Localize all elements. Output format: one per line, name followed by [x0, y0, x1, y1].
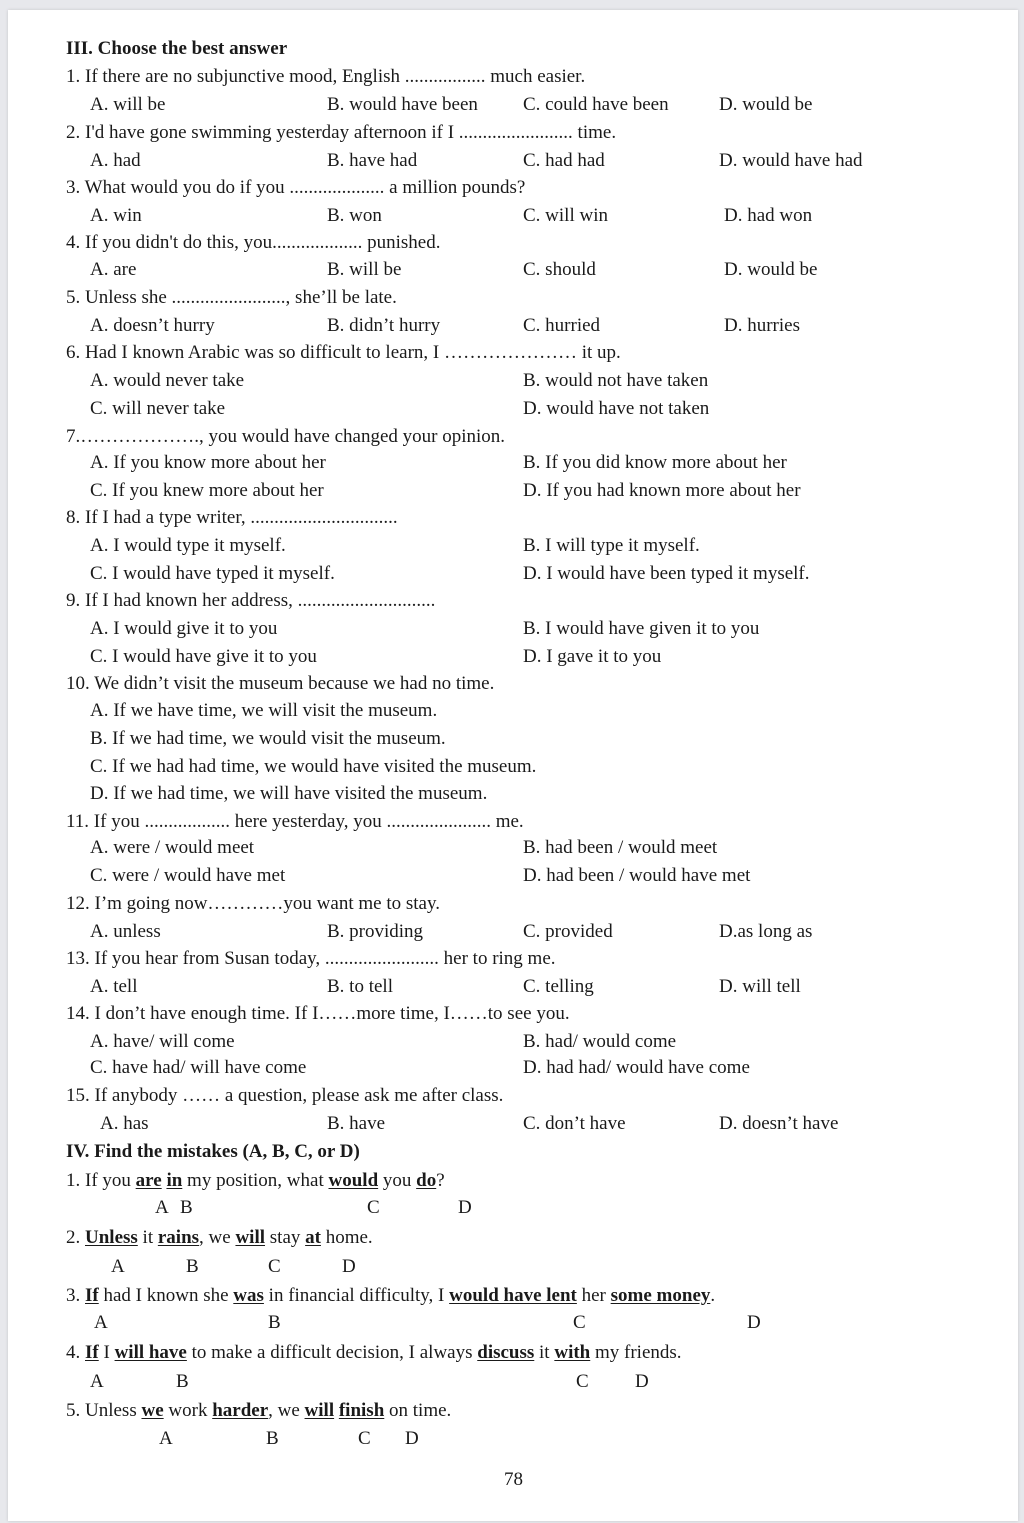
- label-a: A: [90, 1371, 104, 1392]
- option: B. would not have taken: [523, 370, 709, 391]
- question-10: 10. We didn’t visit the museum because we had no time.: [66, 673, 495, 694]
- option: B. If we had time, we would visit the museum.: [90, 728, 446, 749]
- label-b: B: [266, 1428, 279, 1449]
- option: A. will be: [90, 94, 166, 115]
- option: B. didn’t hurry: [327, 315, 441, 336]
- option: C. will never take: [90, 398, 226, 419]
- section-3-title: III. Choose the best answer: [66, 38, 288, 59]
- label-d: D: [342, 1256, 356, 1277]
- option: D. I would have been typed it myself.: [523, 563, 810, 584]
- option: D. had had/ would have come: [523, 1057, 750, 1078]
- label-d: D: [635, 1371, 649, 1392]
- question-4: 4. If you didn't do this, you................... punished.: [66, 232, 441, 253]
- option: C. If you knew more about her: [90, 480, 324, 501]
- label-a: A: [111, 1256, 125, 1277]
- option: A. If you know more about her: [90, 452, 326, 473]
- option: C. had had: [523, 150, 605, 171]
- option: A. has: [100, 1113, 149, 1134]
- question-8: 8. If I had a type writer, ...............................: [66, 507, 398, 528]
- label-d: D: [458, 1197, 472, 1218]
- option: A. tell: [90, 976, 138, 997]
- option: B. had/ would come: [523, 1031, 677, 1052]
- option: A. would never take: [90, 370, 245, 391]
- label-d: D: [747, 1312, 761, 1333]
- option: B. I will type it myself.: [523, 535, 700, 556]
- option: B. I would have given it to you: [523, 618, 760, 639]
- option: C. hurried: [523, 315, 601, 336]
- label-b: B: [176, 1371, 189, 1392]
- option: B. to tell: [327, 976, 393, 997]
- question-11: 11. If you .................. here yesterday, you ...................... me.: [66, 811, 524, 832]
- option: B. have: [327, 1113, 386, 1134]
- question-9: 9. If I had known her address, .............................: [66, 590, 436, 611]
- option: D. doesn’t have: [719, 1113, 839, 1134]
- option: D. would have not taken: [523, 398, 710, 419]
- option: B. would have been: [327, 94, 478, 115]
- question-13: 13. If you hear from Susan today, ........................ her to ring me.: [66, 948, 556, 969]
- option: A. If we have time, we will visit the museum.: [90, 700, 438, 721]
- label-b: B: [186, 1256, 199, 1277]
- mistake-item-5: 5. Unless we work harder, we will finish on time.: [66, 1400, 452, 1421]
- mistake-item-3: 3. If had I known she was in financial difficulty, I would have lent her some money.: [66, 1285, 716, 1306]
- question-1: 1. If there are no subjunctive mood, English ................. much easier.: [66, 66, 586, 87]
- option: B. had been / would meet: [523, 837, 718, 858]
- label-a: A: [159, 1428, 173, 1449]
- option: D. had won: [724, 205, 813, 226]
- option: D. If we had time, we will have visited the museum.: [90, 783, 488, 804]
- question-2: 2. I'd have gone swimming yesterday afternoon if I ........................ time.: [66, 122, 617, 143]
- label-c: C: [367, 1197, 380, 1218]
- question-12: 12. I’m going now…………you want me to stay.: [66, 893, 440, 914]
- option: A. are: [90, 259, 137, 280]
- label-a: A: [94, 1312, 108, 1333]
- option: A. have/ will come: [90, 1031, 235, 1052]
- question-7: 7.………………., you would have changed your opinion.: [66, 426, 506, 447]
- label-b: B: [180, 1197, 193, 1218]
- option: A. were / would meet: [90, 837, 255, 858]
- label-c: C: [576, 1371, 589, 1392]
- option: C. could have been: [523, 94, 669, 115]
- option: C. have had/ will have come: [90, 1057, 307, 1078]
- option: C. telling: [523, 976, 594, 997]
- option: D. will tell: [719, 976, 801, 997]
- option: C. should: [523, 259, 596, 280]
- option: A. doesn’t hurry: [90, 315, 215, 336]
- option: B. If you did know more about her: [523, 452, 787, 473]
- option: D.as long as: [719, 921, 813, 942]
- label-c: C: [358, 1428, 371, 1449]
- question-15: 15. If anybody …… a question, please ask me after class.: [66, 1085, 504, 1106]
- section-4-title: IV. Find the mistakes (A, B, C, or D): [66, 1141, 360, 1162]
- option: D. hurries: [724, 315, 800, 336]
- option: A. unless: [90, 921, 161, 942]
- option: C. I would have give it to you: [90, 646, 317, 667]
- option: C. I would have typed it myself.: [90, 563, 335, 584]
- option: D. would have had: [719, 150, 863, 171]
- option: A. win: [90, 205, 142, 226]
- label-d: D: [405, 1428, 419, 1449]
- mistake-item-4: 4. If I will have to make a difficult decision, I always discuss it with my friends.: [66, 1342, 682, 1363]
- option: B. won: [327, 205, 382, 226]
- worksheet-page: [8, 10, 1018, 1521]
- question-6: 6. Had I known Arabic was so difficult to learn, I ………………… it up.: [66, 342, 621, 363]
- option: D. would be: [724, 259, 818, 280]
- mistake-item-2: 2. Unless it rains, we will stay at home.: [66, 1227, 373, 1248]
- option: D. If you had known more about her: [523, 480, 801, 501]
- option: C. were / would have met: [90, 865, 286, 886]
- option: A. I would type it myself.: [90, 535, 286, 556]
- label-c: C: [573, 1312, 586, 1333]
- option: D. would be: [719, 94, 813, 115]
- question-3: 3. What would you do if you .................... a million pounds?: [66, 177, 526, 198]
- question-5: 5. Unless she ........................, she’ll be late.: [66, 287, 397, 308]
- option: D. had been / would have met: [523, 865, 751, 886]
- option: C. don’t have: [523, 1113, 626, 1134]
- option: B. providing: [327, 921, 424, 942]
- label-c: C: [268, 1256, 281, 1277]
- option: C. will win: [523, 205, 608, 226]
- page-number: 78: [504, 1469, 523, 1490]
- option: D. I gave it to you: [523, 646, 662, 667]
- option: C. provided: [523, 921, 613, 942]
- label-b: B: [268, 1312, 281, 1333]
- option: C. If we had had time, we would have visited the museum.: [90, 756, 537, 777]
- question-14: 14. I don’t have enough time. If I……more time, I……to see you.: [66, 1003, 570, 1024]
- option: B. have had: [327, 150, 418, 171]
- option: A. I would give it to you: [90, 618, 278, 639]
- mistake-item-1: 1. If you are in my position, what would you do?: [66, 1170, 445, 1191]
- option: A. had: [90, 150, 141, 171]
- option: B. will be: [327, 259, 402, 280]
- label-a: A: [155, 1197, 169, 1218]
